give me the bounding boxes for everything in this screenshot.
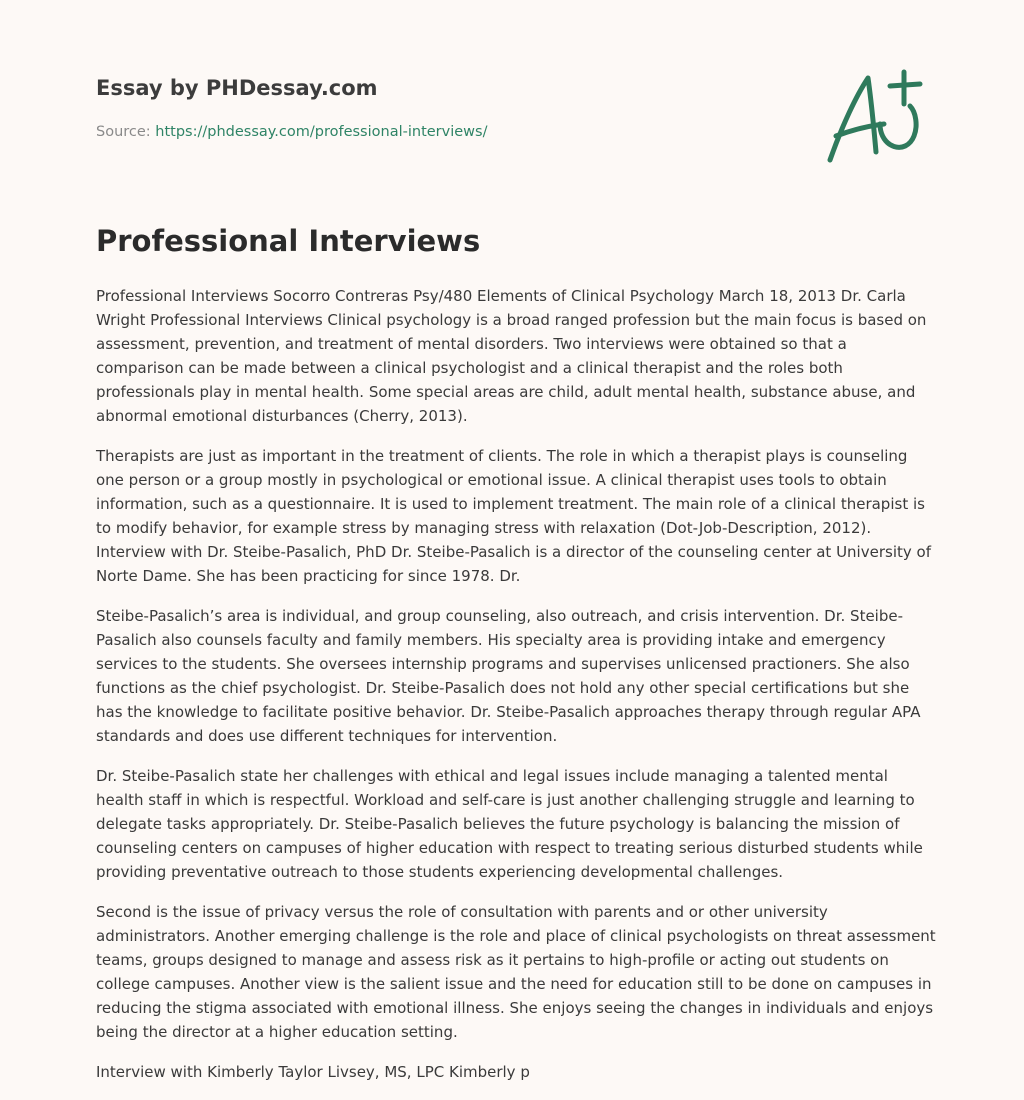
essay-paragraph: Professional Interviews Socorro Contreras Psy/480 Elements of Clinical Psychology March 18, 2013 Dr. Carla Wright Professional Interviews Clinical psychology is a broad ranged profession but the main focus is based on assessment, prevention, and treatment of mental disorders. Two interviews were obtained so that a comparison can be made between a clinical psychologist and a clinical therapist and the roles both professionals play in mental health. Some special areas are child, adult mental health, substance abuse, and abnormal emotional disturbances (Cherry, 2013).: [96, 287, 927, 425]
essay-paragraph: Steibe-Pasalich’s area is individual, and group counseling, also outreach, and crisis intervention. Dr. Steibe-Pasalich also counsels faculty and family members. His specialty area is providing intake and emergency services to the students. She oversees internship programs and supervises unlicensed practioners. She also functions as the chief psychologist. Dr. Steibe-Pasalich does not hold any other special certifications but she has the knowledge to facilitate positive behavior. Dr. Steibe-Pasalich approaches therapy through regular APA standards and does use different techniques for intervention.: [96, 607, 921, 745]
essay-paragraph: Interview with Kimberly Taylor Livsey, MS, LPC Kimberly p: [96, 1063, 530, 1081]
essay-paragraph: Therapists are just as important in the treatment of clients. The role in which a therapist plays is counseling one person or a group mostly in psychological or emotional issue. A clinical therapist uses tools to obtain information, such as a questionnaire. It is used to implement treatment. The main role of a clinical therapist is to modify behavior, for example stress by managing stress with relaxation (Dot-Job-Description, 2012). Interview with Dr. Steibe-Pasalich, PhD Dr. Steibe-Pasalich is a director of the counseling center at University of Norte Dame. She has been practicing for since 1978. Dr.: [96, 447, 931, 585]
site-title: Essay by PHDessay.com: [96, 76, 378, 100]
essay-paragraph: Second is the issue of privacy versus the role of consultation with parents and or other university administrators. Another emerging challenge is the role and place of clinical psychologists on threat assessment teams, groups designed to manage and assess risk as it pertains to high-profile or acting out students on college campuses. Another view is the salient issue and the need for education still to be done on campuses in reducing the stigma associated with emotional illness. She enjoys seeing the changes in individuals and enjoys being the director at a higher education setting.: [96, 903, 936, 1041]
essay-paragraph: Dr. Steibe-Pasalich state her challenges with ethical and legal issues include managing a talented mental health staff in which is respectful. Workload and self-care is just another challenging struggle and learning to delegate tasks appropriately. Dr. Steibe-Pasalich believes the future psychology is balancing the mission of counseling centers on campuses of higher education with respect to treating serious disturbed students while providing preventative outreach to those students experiencing developmental challenges.: [96, 767, 923, 881]
essay-body: [96, 284, 936, 1100]
a-plus-logo-icon: [822, 66, 932, 166]
essay-title: Professional Interviews: [96, 224, 481, 258]
source-link[interactable]: https://phdessay.com/professional-interviews/: [155, 124, 488, 140]
source-label: Source:: [96, 124, 156, 140]
source-line: [96, 124, 487, 140]
